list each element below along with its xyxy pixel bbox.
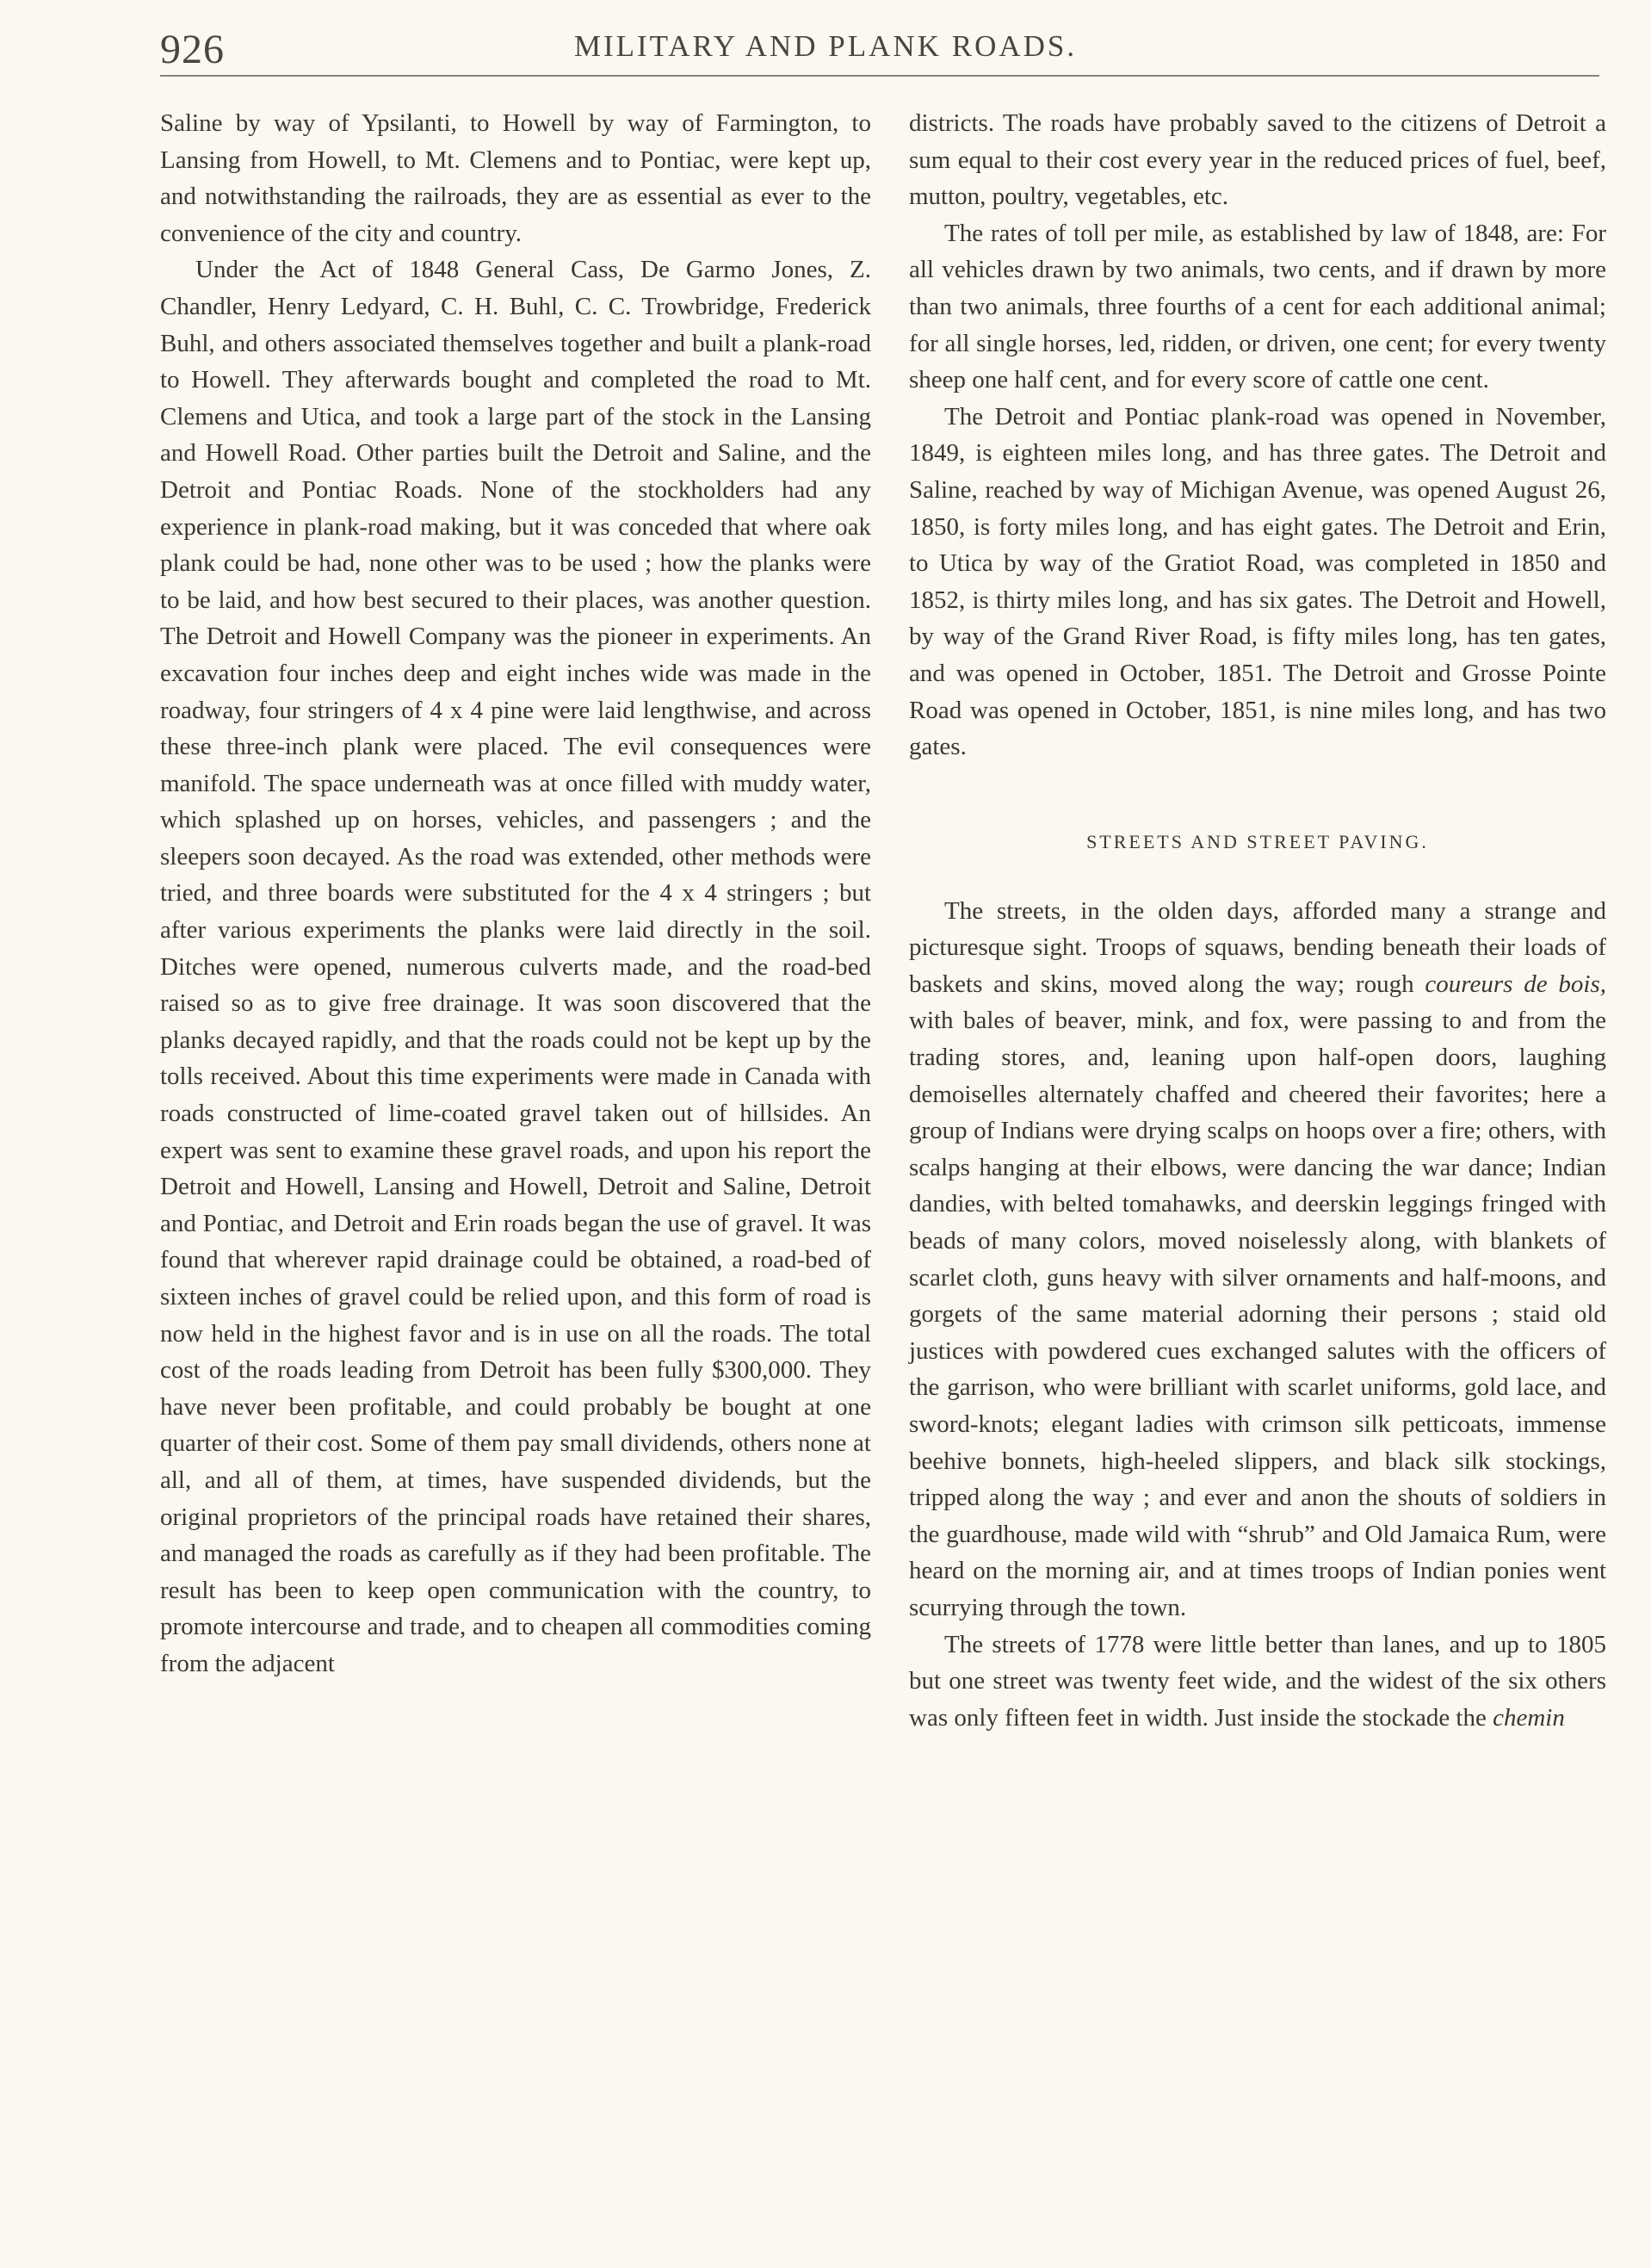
paragraph-streets-1778 [909,1627,1606,1737]
paragraph-continued: Saline by way of Ypsilanti, to Howell by way of Farmington, to Lansing from Howell, to Mt. Clemens and to Pontiac, were kept up, and notwithstanding the railroads, they are as essential as ever to the convenience of the city and country. [160,109,871,247]
paragraph-olden-streets [909,893,1606,1627]
text-span: with bales of beaver, mink, and fox, were passing to and from the trading stores, and, leaning upon half-open doors, laughing demoiselles alternately chaffed and cheered their favorites; here a group of Indians were drying scalps on hoops over a fire; others, with scalps hanging at their elbows, were dancing the war dance; Indian dandies, with belted tomahawks, and deerskin leggings fringed with beads of many colors, moved noiselessly along, with blankets of scarlet cloth, guns heavy with silver ornaments and half-moons, and gorgets of the same material adorning their persons ; staid old justices with powdered cues exchanged salutes with the officers of the garrison, who were brilliant with scarlet uniforms, gold lace, and sword-knots; elegant ladies with crimson silk petticoats, immense beehive bonnets, high-heeled slippers, and black silk stockings, tripped along the way ; and ever and anon the shouts of soldiers in the guardhouse, made wild with “shrub” and Old Jamaica Rum, were heard on the morning air, and at times troops of Indian ponies went scurrying through the town. [909,1007,1606,1621]
italic-phrase: coureurs de bois, [1425,970,1606,998]
page-number: 926 [160,27,225,72]
section-heading: STREETS AND STREET PAVING. [1086,830,1429,852]
paragraph-districts: districts. The roads have probably saved to the citizens of Detroit a sum equal to their cost every year in the reduced prices of fuel, beef, mutton, poultry, vegetables, etc. [909,109,1606,211]
right-column [909,105,1606,1736]
paragraph-road-openings: The Detroit and Pontiac plank-road was opened in November, 1849, is eighteen miles long, and has three gates. The Detroit and Saline, reached by way of Michigan Avenue, was opened August 26, 1850, is forty miles long, and has eight gates. The Detroit and Erin, to Utica by way of the Gratiot Road, was completed in 1850 and 1852, is thirty miles long, and has six gates. The Detroit and Howell, by way of the Grand River Road, is fifty miles long, has ten gates, and was opened in October, 1851. The Detroit and Grosse Pointe Road was opened in October, 1851, is nine miles long, and has two gates. [909,402,1606,761]
paragraph-toll-rates: The rates of toll per mile, as established by law of 1848, are: For all vehicles drawn by two animals, two cents, and if drawn by more than two animals, three fourths of a cent for each additional animal; for all single horses, led, ridden, or driven, one cent; for every twenty sheep one half cent, and for every score of cattle one cent. [909,219,1606,394]
left-column [160,105,871,1682]
paragraph-plank-road-company: Under the Act of 1848 General Cass, De Garmo Jones, Z. Chandler, Henry Ledyard, C. H. Buhl, C. C. Trowbridge, Frederick Buhl, and others associated themselves together and built a plank-road to Howell. They afterwards bought and completed the road to Mt. Clemens and Utica, and took a large part of the stock in the Lansing and Howell Road. Other parties built the Detroit and Saline, and the Detroit and Pontiac Roads. None of the stockholders had any experience in plank-road making, but it was conceded that where oak plank could be had, none other was to be used ; how the planks were to be laid, and how best secured to their places, was another question. The Detroit and Howell Company was the pioneer in experiments. An excavation four inches deep and eight inches wide was made in the roadway, four stringers of 4 x 4 pine were laid lengthwise, and across these three-inch plank were placed. The evil consequences were manifold. The space underneath was at once filled with muddy water, which splashed up on horses, vehicles, and passengers ; and the sleepers soon decayed. As the road was extended, other methods were tried, and three boards were substituted for the 4 x 4 stringers ; but after various experiments the planks were laid directly in the soil. Ditches were opened, numerous culverts made, and the road-bed raised so as to give free drainage. It was soon discovered that the planks decayed rapidly, and that the roads could not be kept up by the tolls received. About this time experiments were made in Canada with roads constructed of lime-coated gravel taken out of hillsides. An expert was sent to examine these gravel roads, and upon his report the Detroit and Howell, Lansing and Howell, Detroit and Saline, Detroit and Pontiac, and Detroit and Erin roads began the use of gravel. It was found that wherever rapid drainage could be obtained, a road-bed of sixteen inches of gravel could be relied upon, and this form of road is now held in the highest favor and is in use on all the roads. The total cost of the roads leading from Detroit has been fully $300,000. They have never been profitable, and could probably be bought at one quarter of their cost. Some of them pay small dividends, others none at all, and all of them, at times, have suspended dividends, but the original proprietors of the principal roads have retained their shares, and managed the roads as carefully as if they had been profitable. The result has been to keep open communication with the country, to promote intercourse and trade, and to cheapen all commodities coming from the adjacent [160,256,871,1677]
header-rule [160,75,1599,77]
running-title: MILITARY AND PLANK ROADS. [573,29,1078,63]
text-span: The streets of 1778 were little better than lanes, and up to 1805 but one street was twenty feet wide, and the widest of the six others was only fifteen feet in width. Just inside the stockade the [909,1630,1606,1732]
text-span: The streets, in the olden days, afforded many a strange and picturesque sight. Troops of squaws, bending beneath their loads of baskets and skins, moved along the way; rough [909,896,1606,998]
italic-word: chemin [1493,1703,1565,1732]
